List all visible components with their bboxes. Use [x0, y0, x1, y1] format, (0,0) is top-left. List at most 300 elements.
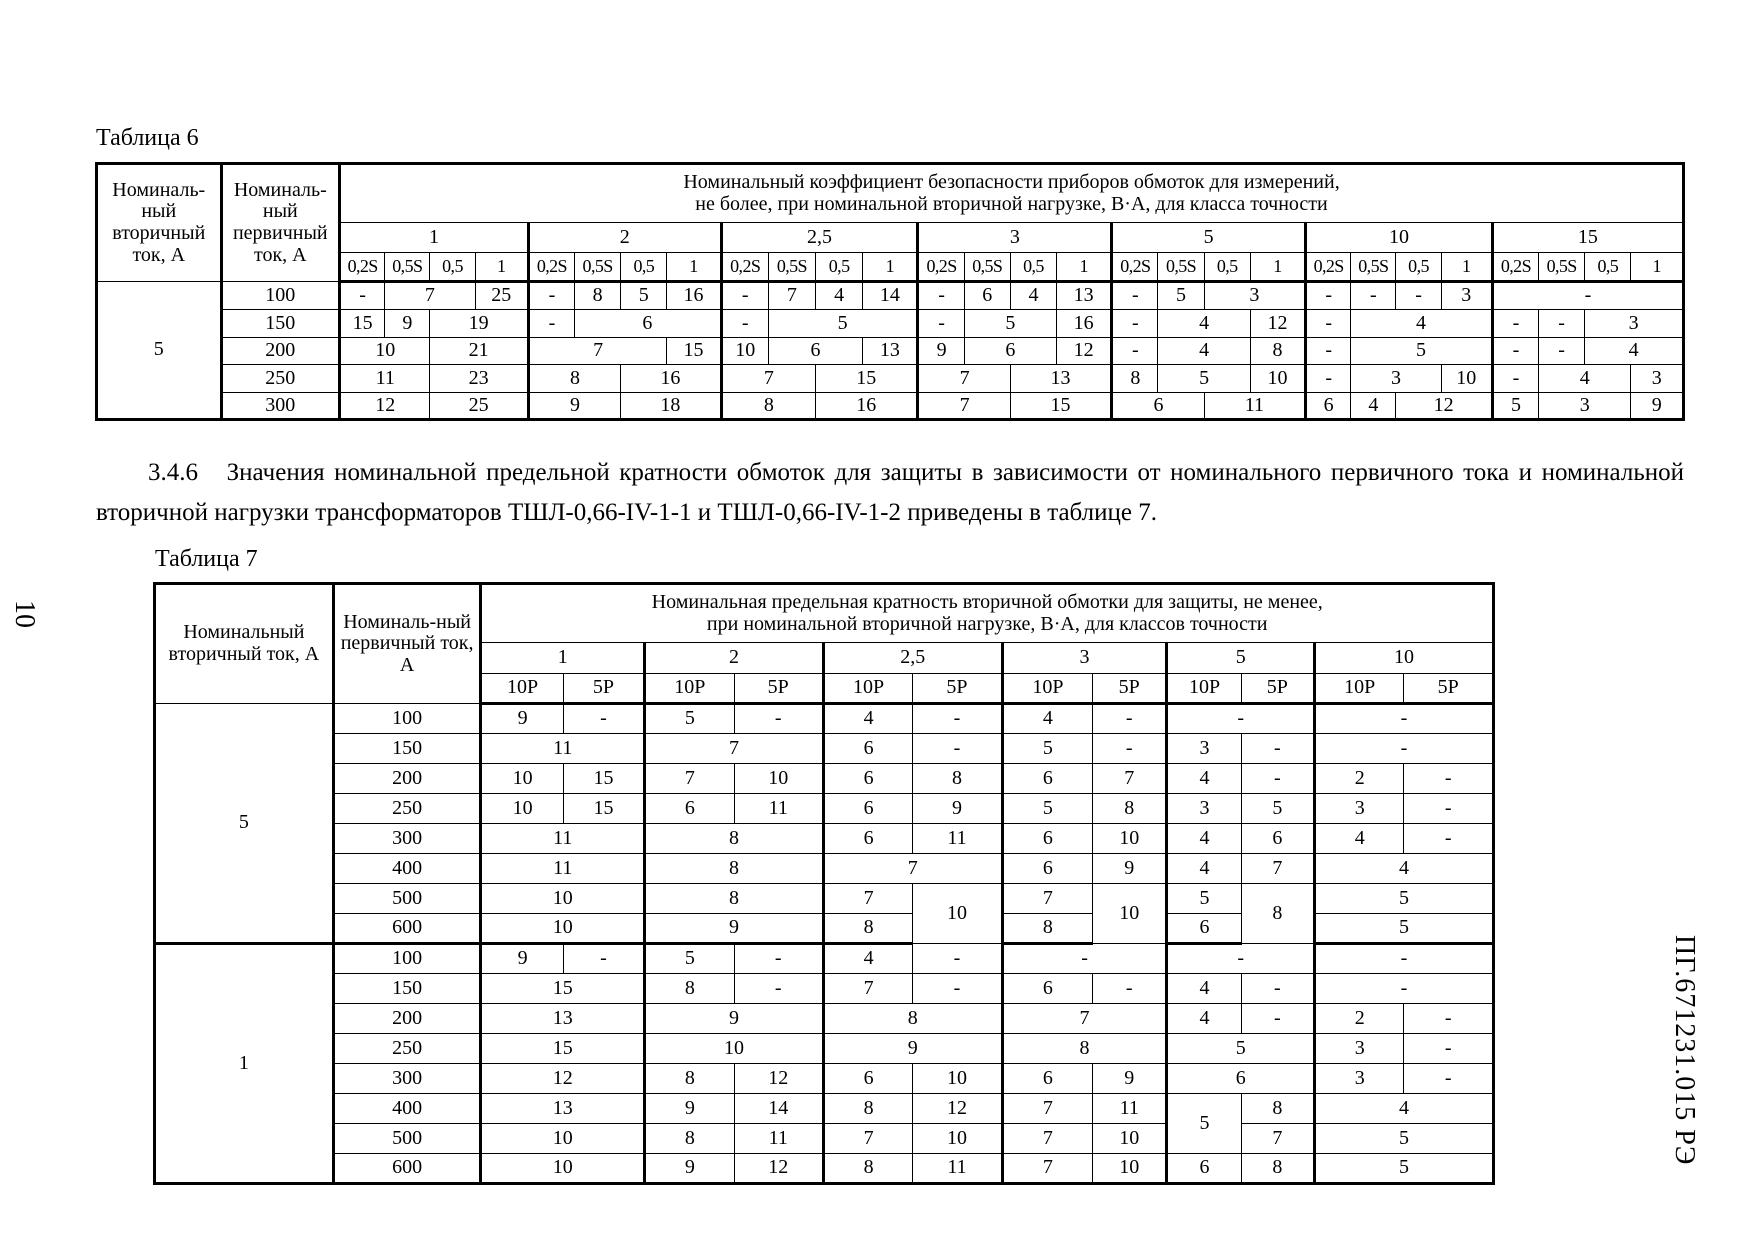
t7-cell: 6 [1002, 854, 1092, 884]
t7-cell: 12 [734, 1064, 823, 1094]
t7-cell: 4 [1167, 824, 1241, 854]
t7-cell: - [913, 704, 1002, 734]
t6-cell: - [721, 282, 768, 310]
t7-cell: 5 [645, 944, 734, 974]
t7-cell: - [1315, 974, 1494, 1004]
t6-class-header: 0,5 [430, 253, 475, 282]
t7-cell: - [734, 704, 823, 734]
t7-cell: 7 [645, 734, 824, 764]
t6-cell: - [1539, 338, 1585, 365]
t7-row-1-400 [155, 1094, 1494, 1124]
t6-col-primary-header: Номиналь-ный первичный ток, А [221, 164, 340, 282]
t6-cell: 6 [964, 282, 1010, 310]
t6-cell: 11 [1204, 393, 1305, 420]
t6-load-5: 10 [1306, 223, 1493, 253]
t7-cell: 5 [1002, 794, 1092, 824]
t6-cell: 5 [1158, 282, 1204, 310]
t7-cell: 11 [481, 824, 645, 854]
t7-cell: - [1241, 1004, 1314, 1034]
t7-cell: 15 [481, 1034, 645, 1064]
t7-cell: 5 [645, 704, 734, 734]
table-6 [95, 162, 1685, 421]
t7-cell: - [1404, 1064, 1494, 1094]
t7-cell: 12 [481, 1064, 645, 1094]
table-7 [153, 582, 1495, 1185]
t7-cell: 5 [1167, 1094, 1241, 1154]
t7-load-5: 10 [1315, 643, 1494, 674]
t6-cell: 4 [1585, 338, 1684, 365]
t7-cell: 7 [823, 854, 1002, 884]
t6-cell: 6 [964, 338, 1056, 365]
t7-cell: 7 [1241, 1124, 1314, 1154]
t7-cell: 2 [1315, 764, 1404, 794]
t6-cell: 13 [1057, 282, 1112, 310]
t6-cell: 7 [768, 282, 815, 310]
t7-cell: 9 [823, 1034, 1002, 1064]
t6-cell: - [1351, 282, 1396, 310]
t7-cell: 9 [481, 944, 563, 974]
t7-cell: 10 [481, 794, 563, 824]
t7-cell: 8 [1241, 884, 1314, 944]
t7-cell: 10 [913, 1124, 1002, 1154]
t7-cell: 8 [645, 884, 824, 914]
t7-cell: 8 [1002, 1034, 1167, 1064]
t7-cell: 8 [645, 854, 824, 884]
t7-cell: - [1093, 974, 1167, 1004]
t6-cell: 16 [1057, 310, 1112, 338]
t7-cell: 9 [645, 1154, 734, 1184]
t6-cell: 3 [1539, 393, 1631, 420]
t6-cell: 13 [1010, 365, 1111, 393]
t6-cell: 25 [430, 393, 528, 420]
t7-primary-value: 600 [333, 914, 481, 944]
t7-cell: 10 [481, 884, 645, 914]
t7-cell: - [1404, 824, 1494, 854]
t6-class-header: 0,2S [340, 253, 385, 282]
t7-cell: 10 [481, 764, 563, 794]
t6-cell: 4 [1351, 310, 1493, 338]
t6-cell: 4 [1539, 365, 1631, 393]
t6-secondary-value: 5 [97, 282, 222, 420]
t7-class-header: 5P [913, 674, 1002, 704]
t6-cell: - [528, 310, 574, 338]
t6-primary-value: 200 [221, 338, 340, 365]
t7-primary-value: 250 [333, 1034, 481, 1064]
t7-cell: 7 [1093, 764, 1167, 794]
t7-cell: 4 [823, 944, 912, 974]
t7-cell: 3 [1315, 1034, 1404, 1064]
t7-primary-value: 400 [333, 1094, 481, 1124]
table7-caption: Таблица 7 [155, 546, 258, 572]
t7-cell: 7 [1002, 884, 1092, 914]
t6-cell: 10 [1250, 365, 1305, 393]
t6-class-header: 0,2S [1306, 253, 1351, 282]
t7-class-header: 10P [1167, 674, 1241, 704]
t7-load-4: 5 [1167, 643, 1315, 674]
t7-cell: 8 [645, 1124, 734, 1154]
t6-cell: 15 [816, 365, 918, 393]
t6-load-6: 15 [1492, 223, 1683, 253]
t6-cell: 18 [621, 393, 721, 420]
t7-cell: 8 [823, 1004, 1002, 1034]
t6-cell: - [1492, 310, 1538, 338]
t7-cell: - [1167, 704, 1315, 734]
t6-cell: - [1306, 365, 1351, 393]
t6-cell: 4 [1158, 338, 1250, 365]
t7-cell: 6 [823, 734, 912, 764]
t7-cell: 12 [734, 1154, 823, 1184]
t7-cell: 6 [1002, 764, 1092, 794]
t7-cell: 10 [913, 884, 1002, 944]
t7-class-header: 5P [734, 674, 823, 704]
t7-cell: - [1404, 794, 1494, 824]
t6-cell: 5 [621, 282, 667, 310]
t7-class-header: 10P [823, 674, 912, 704]
t7-cell: 11 [481, 854, 645, 884]
t6-cell: 16 [621, 365, 721, 393]
t7-cell: 4 [1002, 704, 1092, 734]
t7-cell: 9 [645, 1004, 824, 1034]
t6-cell: 10 [340, 338, 430, 365]
t6-class-header: 1 [863, 253, 918, 282]
t6-cell: 8 [721, 393, 815, 420]
t6-class-header: 0,2S [918, 253, 964, 282]
t7-cell: 11 [734, 794, 823, 824]
t6-header-line2: не более, при номинальной вторичной нагрузке, В·А, для класса точности [695, 192, 1328, 215]
t7-cell: 8 [1241, 1094, 1314, 1124]
t6-class-header: 0,2S [721, 253, 768, 282]
t6-row-150 [97, 310, 1684, 338]
t7-row-1-500 [155, 1124, 1494, 1154]
t6-cell: 6 [1306, 393, 1351, 420]
t7-class-header: 5P [1241, 674, 1314, 704]
t7-cell: 9 [1093, 854, 1167, 884]
t7-load-2: 2,5 [823, 643, 1002, 674]
t6-cell: 6 [1112, 393, 1204, 420]
t7-cell: - [1404, 1034, 1494, 1064]
t7-cell: 6 [1167, 1154, 1241, 1184]
t7-cell: 10 [913, 1064, 1002, 1094]
t6-cell: 7 [918, 365, 1010, 393]
t6-cell: 9 [918, 338, 964, 365]
t6-class-header: 0,5S [1158, 253, 1204, 282]
t6-cell: 25 [475, 282, 528, 310]
t6-cell: 7 [918, 393, 1010, 420]
t7-cell: 3 [1315, 1064, 1404, 1094]
t6-cell: 16 [667, 282, 721, 310]
t7-row-5-200 [155, 764, 1494, 794]
t6-class-header: 1 [1631, 253, 1684, 282]
t6-cell: - [1112, 310, 1158, 338]
t6-load-1: 2 [528, 223, 721, 253]
t7-cell: 9 [481, 704, 563, 734]
t6-class-header: 0,5 [1396, 253, 1441, 282]
t7-cell: 2 [1315, 1004, 1404, 1034]
t7-cell: 4 [1167, 1004, 1241, 1034]
t7-primary-value: 250 [333, 794, 481, 824]
t6-cell: 7 [721, 365, 815, 393]
t7-cell: 15 [563, 764, 644, 794]
page-number: 10 [9, 600, 40, 628]
t7-cell: - [1404, 1004, 1494, 1034]
t6-class-header: 0,2S [1492, 253, 1538, 282]
t7-row-1-150 [155, 974, 1494, 1004]
t7-cell: 14 [734, 1094, 823, 1124]
t7-cell: 4 [1167, 764, 1241, 794]
t6-cell: 15 [1010, 393, 1111, 420]
t6-cell: 19 [430, 310, 528, 338]
paragraph-number: 3.4.6 [148, 459, 198, 486]
t6-class-header: 0,5S [385, 253, 430, 282]
t6-load-0: 1 [340, 223, 529, 253]
t7-primary-value: 100 [333, 704, 481, 734]
t7-row-5-100 [155, 704, 1494, 734]
t6-main-header [340, 164, 1684, 223]
t7-cell: 11 [481, 734, 645, 764]
t7-cell: - [1241, 734, 1314, 764]
t6-cell: 9 [385, 310, 430, 338]
t7-cell: 4 [1167, 854, 1241, 884]
t7-cell: 10 [645, 1034, 824, 1064]
t7-cell: 4 [1315, 824, 1404, 854]
t6-cell: 4 [1010, 282, 1056, 310]
t6-cell: 8 [1250, 338, 1305, 365]
paragraph-3-4-6 [96, 453, 1684, 533]
t6-class-header: 0,5S [964, 253, 1010, 282]
paragraph-text: Значения номинальной предельной кратности обмоток для защиты в зависимости от номинального первичного тока и номинальной вторичной нагрузки трансформаторов ТШЛ-0,66-IV-1-1 и ТШЛ-0,66-IV-1-2 приведены в таблице 7. [96, 459, 1685, 526]
t6-cell: - [918, 282, 964, 310]
t7-cell: 7 [1241, 854, 1314, 884]
t7-class-header: 5P [563, 674, 644, 704]
t6-class-header: 0,5 [1204, 253, 1250, 282]
t7-cell: 8 [645, 824, 824, 854]
t7-cell: - [913, 974, 1002, 1004]
t7-cell: 8 [1093, 794, 1167, 824]
t6-cell: - [1306, 310, 1351, 338]
t7-cell: - [1404, 764, 1494, 794]
t6-load-2: 2,5 [721, 223, 918, 253]
t7-cell: 7 [645, 764, 734, 794]
t7-cell: 10 [481, 914, 645, 944]
t7-load-1: 2 [645, 643, 824, 674]
t6-cell: 9 [1631, 393, 1684, 420]
t7-cell: 6 [823, 794, 912, 824]
t7-cell: - [913, 944, 1002, 974]
t6-cell: - [1112, 282, 1158, 310]
t7-header-line2: при номинальной вторичной нагрузке, В·А, для классов точности [706, 612, 1268, 635]
t7-primary-value: 500 [333, 1124, 481, 1154]
t6-row-200 [97, 338, 1684, 365]
t6-cell: 3 [1351, 365, 1441, 393]
t7-cell: 5 [1315, 884, 1494, 914]
t6-cell: - [1492, 282, 1683, 310]
t7-cell: 4 [1167, 974, 1241, 1004]
t7-cell: 9 [1093, 1064, 1167, 1094]
t7-cell: 8 [823, 1154, 912, 1184]
t6-cell: 10 [1441, 365, 1492, 393]
t6-cell: - [1112, 338, 1158, 365]
t6-cell: 23 [430, 365, 528, 393]
t7-cell: 4 [823, 704, 912, 734]
t6-class-header: 0,2S [528, 253, 574, 282]
t6-cell: 7 [528, 338, 667, 365]
t6-class-header: 1 [475, 253, 528, 282]
t7-cell: - [913, 734, 1002, 764]
t6-cell: 6 [575, 310, 722, 338]
t6-load-4: 5 [1112, 223, 1306, 253]
t7-cell: - [1241, 974, 1314, 1004]
t7-cell: 5 [1315, 1154, 1494, 1184]
t6-cell: - [340, 282, 385, 310]
t6-row-300 [97, 393, 1684, 420]
t6-cell: 12 [1057, 338, 1112, 365]
t7-cell: - [1093, 704, 1167, 734]
t7-cell: 5 [1315, 1124, 1494, 1154]
t7-cell: 6 [645, 794, 734, 824]
t7-cell: 3 [1315, 794, 1404, 824]
t7-header-line1: Номинальная предельная кратность вторичной обмотки для защиты, не менее, [651, 590, 1323, 613]
t7-cell: 6 [823, 1064, 912, 1094]
t6-class-header: 0,5 [621, 253, 667, 282]
t6-cell: 9 [528, 393, 620, 420]
t6-load-3: 3 [918, 223, 1112, 253]
t7-cell: 6 [1002, 974, 1092, 1004]
t7-cell: 15 [563, 794, 644, 824]
t7-row-5-500 [155, 884, 1494, 914]
t7-row-1-600 [155, 1154, 1494, 1184]
t7-primary-value: 200 [333, 1004, 481, 1034]
t6-cell: - [721, 310, 768, 338]
t7-cell: 3 [1167, 734, 1241, 764]
t6-cell: - [1306, 282, 1351, 310]
t7-cell: 7 [1002, 1154, 1092, 1184]
t6-class-header: 1 [1057, 253, 1112, 282]
t7-col-secondary-header: Номинальный вторичный ток, А [155, 584, 334, 704]
t7-cell: 4 [1315, 854, 1494, 884]
t7-cell: 6 [1241, 824, 1314, 854]
t7-cell: 7 [1002, 1004, 1167, 1034]
t7-secondary-value: 5 [155, 704, 334, 944]
t7-cell: - [1315, 704, 1494, 734]
t7-cell: 8 [913, 764, 1002, 794]
t6-cell: 15 [340, 310, 385, 338]
t7-primary-value: 500 [333, 884, 481, 914]
t7-class-header: 10P [481, 674, 563, 704]
t7-row-1-250 [155, 1034, 1494, 1064]
t6-cell: 21 [430, 338, 528, 365]
t7-cell: - [563, 944, 644, 974]
t7-cell: 10 [734, 764, 823, 794]
t7-row-1-200 [155, 1004, 1494, 1034]
t7-cell: 13 [481, 1094, 645, 1124]
t7-class-header: 10P [1315, 674, 1404, 704]
t6-cell: 15 [667, 338, 721, 365]
t6-header-line1: Номинальный коэффициент безопасности приборов обмоток для измерений, [683, 170, 1340, 193]
t6-cell: - [918, 310, 964, 338]
t7-col-primary-header: Номиналь-ный первичный ток, А [333, 584, 481, 704]
t7-cell: 7 [823, 974, 912, 1004]
t7-cell: - [1167, 944, 1315, 974]
t7-cell: 7 [1002, 1124, 1092, 1154]
t6-class-header: 1 [1250, 253, 1305, 282]
t7-cell: 11 [913, 824, 1002, 854]
t7-cell: 11 [913, 1154, 1002, 1184]
t7-cell: 8 [1241, 1154, 1314, 1184]
t7-class-header: 5P [1093, 674, 1167, 704]
t6-class-header: 0,5 [1010, 253, 1056, 282]
t6-class-header: 0,5 [816, 253, 863, 282]
t6-primary-value: 150 [221, 310, 340, 338]
t7-row-1-100 [155, 944, 1494, 974]
t6-cell: - [528, 282, 574, 310]
t7-cell: 9 [913, 794, 1002, 824]
t6-cell: 5 [768, 310, 918, 338]
t7-cell: 10 [481, 1124, 645, 1154]
t7-primary-value: 300 [333, 824, 481, 854]
t6-primary-value: 250 [221, 365, 340, 393]
t6-cell: 5 [964, 310, 1056, 338]
t6-cell: 13 [863, 338, 918, 365]
t6-class-header: 0,5S [768, 253, 815, 282]
t6-cell: - [1396, 282, 1441, 310]
t6-cell: 8 [1112, 365, 1158, 393]
t7-cell: 6 [823, 764, 912, 794]
t6-cell: 11 [340, 365, 430, 393]
t6-cell: 3 [1585, 310, 1684, 338]
t7-class-header: 10P [645, 674, 734, 704]
t7-cell: 7 [1002, 1094, 1092, 1124]
t7-cell: 10 [481, 1154, 645, 1184]
t6-cell: 12 [1250, 310, 1305, 338]
t6-cell: - [1492, 365, 1538, 393]
t7-cell: 7 [823, 1124, 912, 1154]
t6-cell: 14 [863, 282, 918, 310]
t7-cell: 6 [823, 824, 912, 854]
t7-cell: 8 [645, 1064, 734, 1094]
t6-cell: 4 [1351, 393, 1396, 420]
table6-caption: Таблица 6 [96, 125, 199, 151]
t6-cell: 12 [1396, 393, 1492, 420]
t6-cell: 4 [816, 282, 863, 310]
t7-primary-value: 600 [333, 1154, 481, 1184]
t6-class-header: 0,5S [1351, 253, 1396, 282]
t7-cell: 12 [913, 1094, 1002, 1124]
t7-cell: 10 [1093, 1124, 1167, 1154]
t6-cell: - [1539, 310, 1585, 338]
t7-row-5-400 [155, 854, 1494, 884]
t7-cell: 6 [1002, 1064, 1092, 1094]
t7-cell: 13 [481, 1004, 645, 1034]
t7-cell: 9 [645, 914, 824, 944]
t6-class-header: 1 [1441, 253, 1492, 282]
t7-primary-value: 150 [333, 734, 481, 764]
t7-cell: 8 [1002, 914, 1092, 944]
t7-load-0: 1 [481, 643, 645, 674]
t6-cell: 3 [1204, 282, 1305, 310]
t7-primary-value: 100 [333, 944, 481, 974]
t6-cell: 6 [768, 338, 862, 365]
t7-cell: 4 [1315, 1094, 1494, 1124]
t7-cell: - [734, 974, 823, 1004]
t7-load-3: 3 [1002, 643, 1167, 674]
document-code: ПГ.671231.015 РЭ [1669, 935, 1700, 1166]
t6-class-header: 0,5S [575, 253, 621, 282]
t7-cell: 6 [1167, 914, 1241, 944]
t7-primary-value: 200 [333, 764, 481, 794]
t6-cell: 3 [1441, 282, 1492, 310]
t7-cell: 8 [823, 1094, 912, 1124]
t7-cell: 8 [823, 914, 912, 944]
